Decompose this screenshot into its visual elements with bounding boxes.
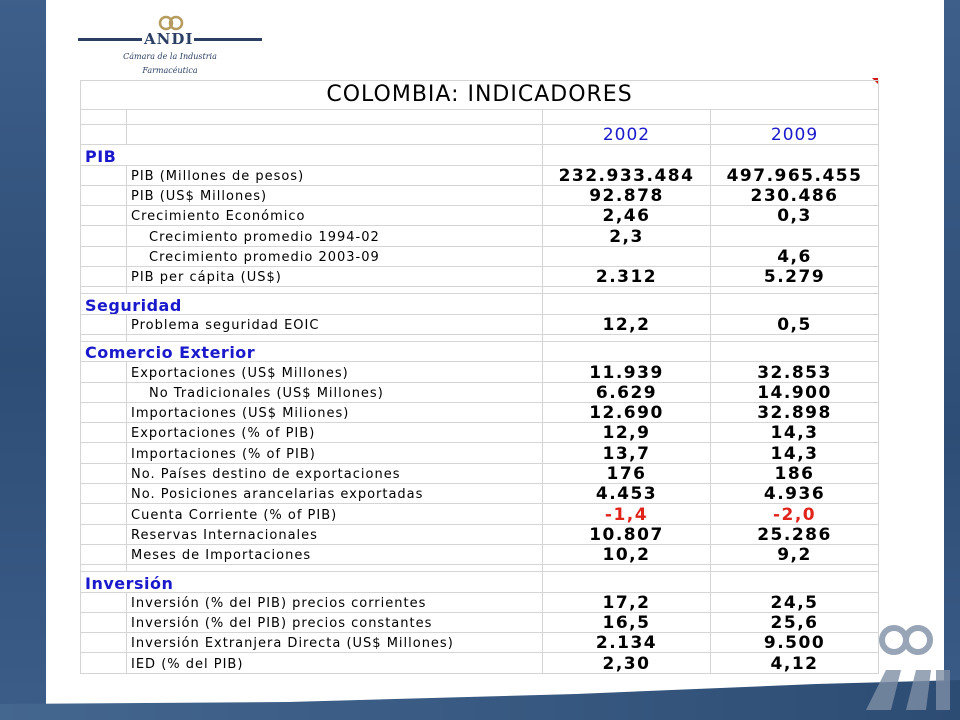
andi-logo xyxy=(78,14,262,80)
logo-subtitle-line1: Cámara de la Industria xyxy=(123,52,217,61)
indicator-label: Inversión (% del PIB) precios constantes xyxy=(127,612,543,632)
value-2009 xyxy=(711,226,879,246)
value-2002: 2.312 xyxy=(543,267,711,287)
section-title: PIB xyxy=(81,145,543,165)
blank-row xyxy=(81,110,879,125)
indicator-label: Importaciones (% of PIB) xyxy=(127,443,543,463)
value-2009: 230.486 xyxy=(711,185,879,205)
indicator-label: Exportaciones (US$ Millones) xyxy=(127,362,543,382)
indicator-label: No. Posiciones arancelarias exportadas xyxy=(127,484,543,504)
value-2009: 0,5 xyxy=(711,314,879,334)
value-2009: 24,5 xyxy=(711,592,879,612)
spacer-row xyxy=(81,565,879,572)
value-2002: 12,9 xyxy=(543,423,711,443)
indicator-label: Crecimiento promedio 2003-09 xyxy=(127,246,543,266)
value-2009: 497.965.455 xyxy=(711,165,879,185)
table-row xyxy=(81,443,879,463)
table-row xyxy=(81,314,879,334)
logo-wordmark: ANDI xyxy=(144,30,194,48)
value-2009: 14,3 xyxy=(711,443,879,463)
indicator-label: Importaciones (US$ Miliones) xyxy=(127,402,543,422)
value-2002: 232.933.484 xyxy=(543,165,711,185)
value-2002: 10.807 xyxy=(543,524,711,544)
value-2002: 92.878 xyxy=(543,185,711,205)
section-header-row xyxy=(81,572,879,592)
value-2002: 2,3 xyxy=(543,226,711,246)
table-row xyxy=(81,402,879,422)
logo-rule-right xyxy=(194,38,262,41)
section-title: Comercio Exterior xyxy=(81,341,543,361)
indicator-label: PIB per cápita (US$) xyxy=(127,267,543,287)
table-row xyxy=(81,206,879,226)
indicator-label: Exportaciones (% of PIB) xyxy=(127,423,543,443)
bottom-decorative-arc xyxy=(0,680,960,720)
table-row xyxy=(81,246,879,266)
value-2002: 12.690 xyxy=(543,402,711,422)
indicator-label: PIB (Millones de pesos) xyxy=(127,165,543,185)
indicator-label: Problema seguridad EOIC xyxy=(127,314,543,334)
indicator-label: Reservas Internacionales xyxy=(127,524,543,544)
value-2002: 13,7 xyxy=(543,443,711,463)
value-2009: 4,12 xyxy=(711,653,879,673)
value-2002: 11.939 xyxy=(543,362,711,382)
value-2002: 2.134 xyxy=(543,633,711,653)
table-row xyxy=(81,633,879,653)
indicator-label: Cuenta Corriente (% of PIB) xyxy=(127,504,543,524)
indicator-label: IED (% del PIB) xyxy=(127,653,543,673)
value-2009: 0,3 xyxy=(711,206,879,226)
value-2009: 9,2 xyxy=(711,544,879,564)
table-row xyxy=(81,544,879,564)
value-2002: 10,2 xyxy=(543,544,711,564)
logo-rule-left xyxy=(78,38,142,41)
table-row xyxy=(81,185,879,205)
value-2002: 6.629 xyxy=(543,382,711,402)
value-2009: 14.900 xyxy=(711,382,879,402)
value-2002: -1,4 xyxy=(543,504,711,524)
section-title: Inversión xyxy=(81,572,543,592)
indicator-label: Meses de Importaciones xyxy=(127,544,543,564)
table-row xyxy=(81,524,879,544)
indicator-label: No Tradicionales (US$ Millones) xyxy=(127,382,543,402)
indicators-table xyxy=(80,80,879,674)
table-row xyxy=(81,504,879,524)
section-header-row xyxy=(81,341,879,361)
table-row xyxy=(81,484,879,504)
spacer-row xyxy=(81,334,879,341)
table-row xyxy=(81,653,879,673)
section-header-row xyxy=(81,294,879,314)
indicator-label: Inversión Extranjera Directa (US$ Millones) xyxy=(127,633,543,653)
value-2009: 14,3 xyxy=(711,423,879,443)
value-2009: 4.936 xyxy=(711,484,879,504)
table-row xyxy=(81,382,879,402)
value-2002: 17,2 xyxy=(543,592,711,612)
value-2009: 186 xyxy=(711,463,879,483)
left-decorative-band xyxy=(0,0,46,720)
indicator-label: No. Países destino de exportaciones xyxy=(127,463,543,483)
value-2009: 32.853 xyxy=(711,362,879,382)
value-2009: 5.279 xyxy=(711,267,879,287)
year-header-row xyxy=(81,125,879,145)
table-row xyxy=(81,226,879,246)
value-2002: 176 xyxy=(543,463,711,483)
section-title: Seguridad xyxy=(81,294,543,314)
value-2002: 16,5 xyxy=(543,612,711,632)
value-2002: 12,2 xyxy=(543,314,711,334)
value-2009: -2,0 xyxy=(711,504,879,524)
table-title: COLOMBIA: INDICADORES xyxy=(81,81,879,110)
indicator-label: Inversión (% del PIB) precios corrientes xyxy=(127,592,543,612)
value-2002: 2,30 xyxy=(543,653,711,673)
indicator-label: PIB (US$ Millones) xyxy=(127,185,543,205)
indicator-label: Crecimiento promedio 1994-02 xyxy=(127,226,543,246)
value-2009: 9.500 xyxy=(711,633,879,653)
table-row xyxy=(81,362,879,382)
value-2002: 4.453 xyxy=(543,484,711,504)
year-header-2002: 2002 xyxy=(543,125,711,145)
table-row xyxy=(81,592,879,612)
value-2009: 25,6 xyxy=(711,612,879,632)
section-header-row xyxy=(81,145,879,165)
logo-subtitle-line2: Farmacéutica xyxy=(142,66,198,75)
value-2002 xyxy=(543,246,711,266)
value-2002: 2,46 xyxy=(543,206,711,226)
table-row xyxy=(81,463,879,483)
spacer-row xyxy=(81,287,879,294)
indicators-table-container xyxy=(80,80,878,674)
table-row xyxy=(81,165,879,185)
year-header-2009: 2009 xyxy=(711,125,879,145)
table-row xyxy=(81,423,879,443)
indicator-label: Crecimiento Económico xyxy=(127,206,543,226)
value-2009: 4,6 xyxy=(711,246,879,266)
table-row xyxy=(81,612,879,632)
table-row xyxy=(81,267,879,287)
title-row xyxy=(81,81,879,110)
value-2009: 25.286 xyxy=(711,524,879,544)
value-2009: 32.898 xyxy=(711,402,879,422)
